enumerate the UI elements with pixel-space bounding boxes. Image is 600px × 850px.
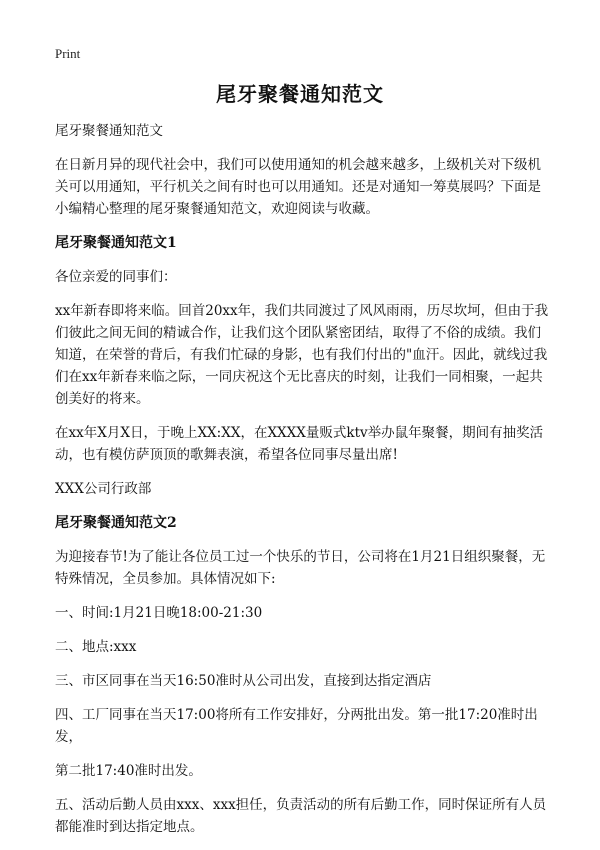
paragraph: 尾牙聚餐通知范文 xyxy=(55,123,163,139)
section-heading: 尾牙聚餐通知范文1 xyxy=(55,235,177,251)
document-body xyxy=(55,120,550,850)
paragraph: 在xx年X月X日，于晚上XX:XX，在XXXX量贩式ktv举办鼠年聚餐，期间有抽奖活动，也有模仿萨顶顶的歌舞表演，希望各位同事尽量出席! xyxy=(55,425,544,463)
paragraph: 二、地点:xxx xyxy=(55,639,137,655)
paragraph: 四、工厂同事在当天17:00将所有工作安排好，分两批出发。第一批17:20准时出发， xyxy=(55,707,538,745)
paragraph: 一、时间:1月21日晚18:00-21:30 xyxy=(55,605,263,621)
page-title: 尾牙聚餐通知范文 xyxy=(216,82,384,106)
paragraph: XXX公司行政部 xyxy=(55,481,152,497)
paragraph: 在日新月异的现代社会中，我们可以使用通知的机会越来越多，上级机关对下级机关可以用通知，平行机关之间有时也可以用通知。还是对通知一筹莫展吗？下面是小编精心整理的尾牙聚餐通知范文，欢迎阅读与收藏。 xyxy=(55,157,541,217)
paragraph: 第二批17:40准时出发。 xyxy=(55,763,202,779)
paragraph: 三、市区同事在当天16:50准时从公司出发，直接到达指定酒店 xyxy=(55,673,432,689)
paragraph: 各位亲爱的同事们： xyxy=(55,269,177,285)
paragraph: xx年新春即将来临。回首20xx年，我们共同渡过了风风雨雨，历尽坎坷，但由于我们彼此之间无间的精诚合作，让我们这个团队紧密团结，取得了不俗的成绩。我们知道，在荣誉的背后，有我们忙碌的身影，也有我们付出的"血汗。因此，就线过我们在xx年新春来临之际，一同庆祝这个无比喜庆的时刻，让我们一同相聚，一起共创美好的将来。 xyxy=(55,303,549,407)
paragraph: 为迎接春节!为了能让各位员工过一个快乐的节日，公司将在1月21日组织聚餐，无特殊情况，全员参加。具体情况如下: xyxy=(55,549,546,587)
section-heading: 尾牙聚餐通知范文2 xyxy=(55,515,177,531)
paragraph: 五、活动后勤人员由xxx、xxx担任，负责活动的所有后勤工作，同时保证所有人员都能准时到达指定地点。 xyxy=(55,797,547,835)
print-label: Print xyxy=(55,46,81,61)
